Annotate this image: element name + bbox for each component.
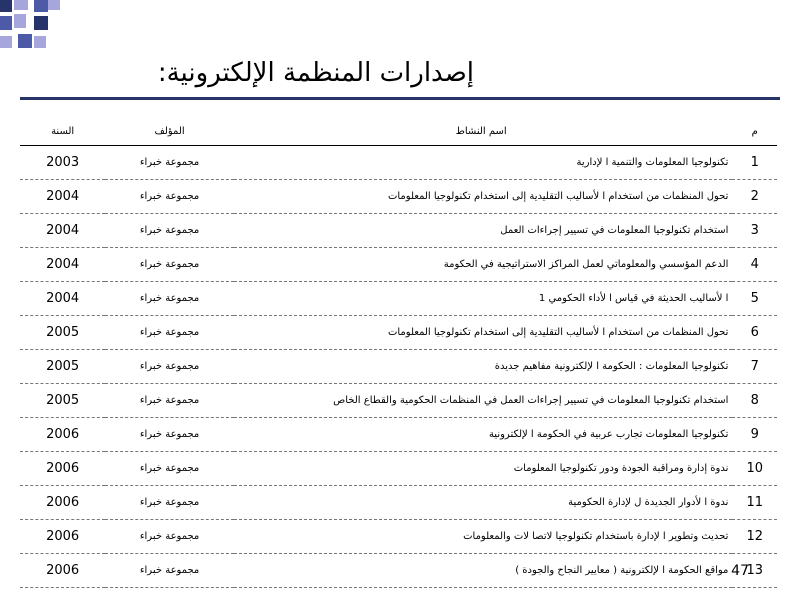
row-activity: ا لأساليب الحديثة في قياس ا لأداء الحكومي 1 bbox=[234, 282, 733, 316]
row-number: 11 bbox=[732, 486, 777, 520]
row-number: 8 bbox=[732, 384, 777, 418]
row-number: 4 bbox=[732, 248, 777, 282]
row-activity: استخدام تكنولوجيا المعلومات في تسيير إجراءات العمل في المنظمات الحكومية والقطاع الخاص bbox=[234, 384, 733, 418]
row-activity: تكنولوجيا المعلومات تجارب عربية في الحكومة ا لإلكترونية bbox=[234, 418, 733, 452]
row-year: 2004 bbox=[20, 180, 105, 214]
row-author: مجموعة خبراء bbox=[105, 180, 234, 214]
row-year: 2003 bbox=[20, 146, 105, 180]
row-author: مجموعة خبراء bbox=[105, 486, 234, 520]
page-title: إصدارات المنظمة الإلكترونية: bbox=[157, 58, 474, 88]
table-row bbox=[20, 282, 777, 316]
table-row bbox=[20, 452, 777, 486]
row-number: 3 bbox=[732, 214, 777, 248]
row-year: 2004 bbox=[20, 282, 105, 316]
row-number: 7 bbox=[732, 350, 777, 384]
row-activity: ندوة ا لأدوار الجديدة ل لإدارة الحكومية bbox=[234, 486, 733, 520]
row-author: مجموعة خبراء bbox=[105, 418, 234, 452]
row-number: 10 bbox=[732, 452, 777, 486]
row-author: مجموعة خبراء bbox=[105, 248, 234, 282]
row-author: مجموعة خبراء bbox=[105, 282, 234, 316]
row-author: مجموعة خبراء bbox=[105, 554, 234, 588]
table-row bbox=[20, 146, 777, 180]
title-underline bbox=[20, 97, 780, 100]
row-author: مجموعة خبراء bbox=[105, 452, 234, 486]
row-author: مجموعة خبراء bbox=[105, 384, 234, 418]
row-year: 2006 bbox=[20, 418, 105, 452]
row-number: 9 bbox=[732, 418, 777, 452]
row-activity: تكنولوجيا المعلومات : الحكومة ا لإلكترونية مفاهيم جديدة bbox=[234, 350, 733, 384]
table-row bbox=[20, 486, 777, 520]
row-number: 5 bbox=[732, 282, 777, 316]
row-number: 1 bbox=[732, 146, 777, 180]
row-activity: تحول المنظمات من استخدام ا لأساليب التقليدية إلى استخدام تكنولوجيا المعلومات bbox=[234, 316, 733, 350]
page-number: 47 bbox=[731, 563, 749, 579]
row-activity: تحديث وتطوير ا لإدارة باستخدام تكنولوجيا لاتصا لات والمعلومات bbox=[234, 520, 733, 554]
table-row bbox=[20, 214, 777, 248]
row-activity: الدعم المؤسسي والمعلوماتي لعمل المراكز الاستراتيجية في الحكومة bbox=[234, 248, 733, 282]
row-activity: ندوة إدارة ومراقبة الجودة ودور تكنولوجيا المعلومات bbox=[234, 452, 733, 486]
row-number: 2 bbox=[732, 180, 777, 214]
publications-table bbox=[20, 105, 777, 588]
row-number: 13 bbox=[732, 554, 777, 588]
row-year: 2006 bbox=[20, 486, 105, 520]
table-header-row bbox=[20, 105, 777, 146]
table-row bbox=[20, 350, 777, 384]
row-activity: تكنولوجيا المعلومات والتنمية ا لإدارية bbox=[234, 146, 733, 180]
table-row bbox=[20, 554, 777, 588]
row-year: 2004 bbox=[20, 214, 105, 248]
row-author: مجموعة خبراء bbox=[105, 316, 234, 350]
table-row bbox=[20, 384, 777, 418]
row-activity: تحول المنظمات من استخدام ا لأساليب التقليدية إلى استخدام تكنولوجيا المعلومات bbox=[234, 180, 733, 214]
row-author: مجموعة خبراء bbox=[105, 146, 234, 180]
row-activity: مواقع الحكومة ا لإلكترونية ( معايير النجاح والجودة ) bbox=[234, 554, 733, 588]
row-number: 12 bbox=[732, 520, 777, 554]
row-author: مجموعة خبراء bbox=[105, 520, 234, 554]
row-activity: استخدام تكنولوجيا المعلومات في تسيير إجراءات العمل bbox=[234, 214, 733, 248]
row-year: 2006 bbox=[20, 520, 105, 554]
row-author: مجموعة خبراء bbox=[105, 214, 234, 248]
row-year: 2006 bbox=[20, 554, 105, 588]
table-row bbox=[20, 316, 777, 350]
table-row bbox=[20, 180, 777, 214]
table-row bbox=[20, 248, 777, 282]
table-row bbox=[20, 418, 777, 452]
row-year: 2004 bbox=[20, 248, 105, 282]
row-year: 2006 bbox=[20, 452, 105, 486]
row-year: 2005 bbox=[20, 350, 105, 384]
row-year: 2005 bbox=[20, 384, 105, 418]
row-author: مجموعة خبراء bbox=[105, 350, 234, 384]
header-activity: اسم النشاط bbox=[234, 105, 733, 146]
header-author: المؤلف bbox=[105, 105, 234, 146]
header-year: السنة bbox=[20, 105, 105, 146]
row-year: 2005 bbox=[20, 316, 105, 350]
table-row bbox=[20, 520, 777, 554]
header-num: م bbox=[732, 105, 777, 146]
row-number: 6 bbox=[732, 316, 777, 350]
